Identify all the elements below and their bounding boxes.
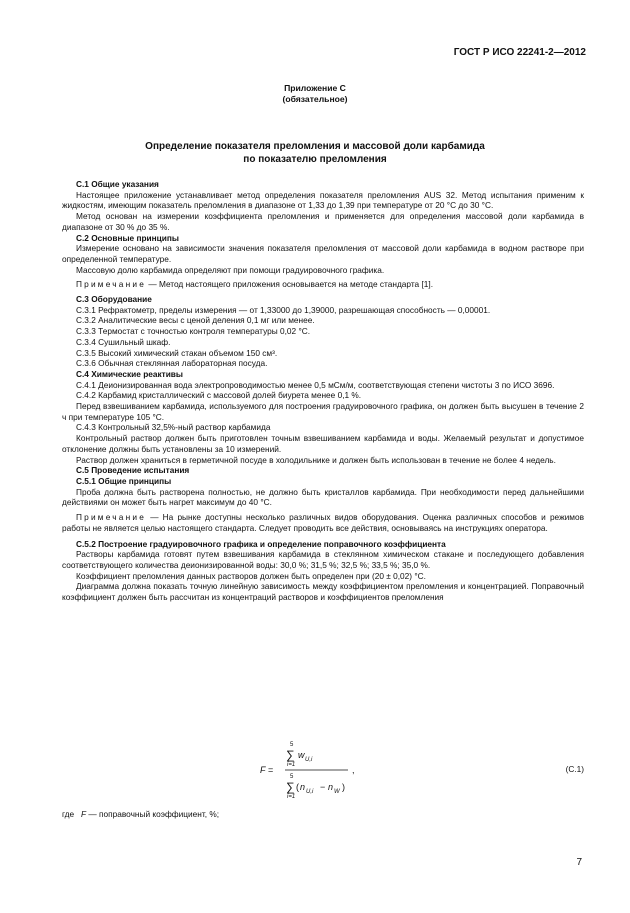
- body-text: [62, 179, 584, 603]
- note-text: — На рынке доступны несколько различных видов оборудования. Оценка различных способов и режимов работы не является целью настоящего стандарта. Следует проводить все действия, основываясь на инструкциях оператора.: [62, 512, 584, 533]
- list-item: С.4.1 Деионизированная вода электропроводимостью менее 0,5 мСм/м, соответствующая степени чистоты 3 по ИСО 3696.: [76, 379, 555, 390]
- section-c3-heading: С.3 Оборудование: [76, 294, 152, 305]
- sum-lower-limit: i=1: [287, 794, 296, 800]
- minus-sign: −: [320, 782, 326, 792]
- where-label: где: [62, 809, 75, 819]
- list-item: С.3.2 Аналитические весы с ценой деления 0,1 мг или менее.: [76, 315, 315, 326]
- section-c5-heading: С.5 Проведение испытания: [76, 465, 190, 476]
- note: [62, 512, 584, 533]
- document-code: ГОСТ Р ИСО 22241-2—2012: [453, 47, 586, 58]
- paragraph: Настоящее приложение устанавливает метод определения показателя преломления AUS 32. Метод испытания применим к жидкостям, имеющим показатель преломления в диапазоне от 1,33 до 1,39 при температуре от 20 °С до 30 °С.: [62, 189, 584, 211]
- paragraph: Контрольный раствор должен быть приготовлен точным взвешиванием карбамида и воды. Желаемый результат и допустимое отклонение должны быть установлены за 10 измерений.: [62, 433, 584, 454]
- list-item: С.4.3 Контрольный 32,5%-ный раствор карбамида: [76, 422, 271, 433]
- denominator-subscript: W: [334, 789, 340, 795]
- denominator-variable: n: [300, 782, 306, 792]
- paragraph: Измерение основано на зависимости значения показателя преломления от массовой доли карбамида в водном растворе при определенной температуре.: [62, 243, 584, 264]
- section-c51-heading: С.5.1 Общие принципы: [76, 475, 172, 486]
- section-c4-heading: С.4 Химические реактивы: [76, 368, 183, 379]
- paragraph: Массовую долю карбамида определяют при помощи градуировочного графика.: [76, 264, 385, 275]
- paragraph: Растворы карбамида готовят путем взвешивания карбамида в стеклянном химическом стакане и последующего добавления соответствующего количества деионизированной воды: 30,0 %; 31,5 %; 32,5 %; 33,5 %; 35,0 %.: [62, 549, 584, 570]
- annex-heading: [0, 83, 630, 105]
- where-clause: [62, 809, 219, 820]
- paragraph: Метод основан на измерении коэффициента преломления и применяется для определения массовой доли карбамида в диапазоне от 30 % до 35 %.: [62, 211, 584, 232]
- title-line-1: Определение показателя преломления и массовой доли карбамида: [145, 141, 485, 152]
- where-text: — поправочный коэффициент, %;: [86, 809, 220, 819]
- formula-lhs: F =: [260, 765, 274, 775]
- paragraph: Проба должна быть растворена полностью, не должно быть кристаллов карбамида. При необходимости перед дальнейшими действиями он может быть нагрет максимум до 40 °С.: [62, 486, 584, 508]
- note-text: — Метод настоящего приложения основывается на методе стандарта [1].: [146, 279, 434, 290]
- paren-open: (: [296, 782, 299, 792]
- annex-status: (обязательное): [282, 94, 348, 104]
- numerator-variable: w: [298, 750, 305, 760]
- note: [62, 279, 584, 290]
- list-item: С.3.3 Термостат с точностью контроля температуры 0,02 °С.: [76, 326, 311, 337]
- formula-comma: ,: [352, 765, 355, 775]
- list-item: С.3.4 Сушильный шкаф.: [76, 336, 171, 347]
- formula-c1: [62, 738, 584, 802]
- denominator-subscript: U,i: [306, 789, 314, 795]
- paragraph: Коэффициент преломления данных растворов должен быть определен при (20 ± 0,02) °С.: [76, 570, 426, 581]
- section-c52-heading: С.5.2 Построение градуировочного графика и определение поправочного коэффициента: [76, 538, 446, 549]
- sigma-symbol: ∑: [286, 780, 295, 794]
- where-variable: F: [81, 809, 87, 819]
- paragraph: Перед взвешиванием карбамида, используемого для построения градуировочного графика, он должен быть высушен в течение 2 ч при температуре 105 °С.: [62, 401, 584, 422]
- note-label: Примечание: [76, 512, 147, 523]
- annex-title: Приложение С: [284, 83, 346, 93]
- list-item: С.3.5 Высокий химический стакан объемом 150 см³.: [76, 347, 278, 358]
- equation-number: (С.1): [565, 764, 584, 774]
- sum-lower-limit: i=1: [287, 762, 296, 768]
- title-line-2: по показателю преломления: [243, 153, 387, 165]
- section-c1-heading: С.1 Общие указания: [76, 179, 159, 189]
- list-item: С.4.2 Карбамид кристаллический с массовой долей биурета менее 0,1 %.: [76, 390, 362, 401]
- paren-close: ): [342, 782, 345, 792]
- paragraph: Раствор должен храниться в герметичной посуде в холодильнике и должен быть использован в течение не более 4 недель.: [76, 454, 556, 465]
- denominator-variable: n: [328, 782, 334, 792]
- page-title: [0, 141, 630, 166]
- note-label: Примечание: [76, 279, 147, 290]
- sum-upper-limit: 5: [290, 742, 294, 748]
- numerator-subscript: U,i: [305, 757, 313, 763]
- paragraph: Диаграмма должна показать точную линейную зависимость между коэффициентом преломления и концентрацией. Поправочный коэффициент должен быть рассчитан из концентраций растворов и коэффициентов преломления: [62, 581, 584, 603]
- formula-graphic: [62, 738, 584, 802]
- sigma-symbol: ∑: [286, 748, 295, 762]
- list-item: С.3.6 Обычная стеклянная лабораторная посуда.: [76, 358, 268, 369]
- section-c2-heading: С.2 Основные принципы: [76, 232, 179, 243]
- list-item: С.3.1 Рефрактометр, пределы измерения — от 1,33000 до 1,39000, разрешающая способность — 0,00001.: [76, 304, 491, 315]
- sum-upper-limit: 5: [290, 774, 294, 780]
- page-number: 7: [576, 857, 582, 868]
